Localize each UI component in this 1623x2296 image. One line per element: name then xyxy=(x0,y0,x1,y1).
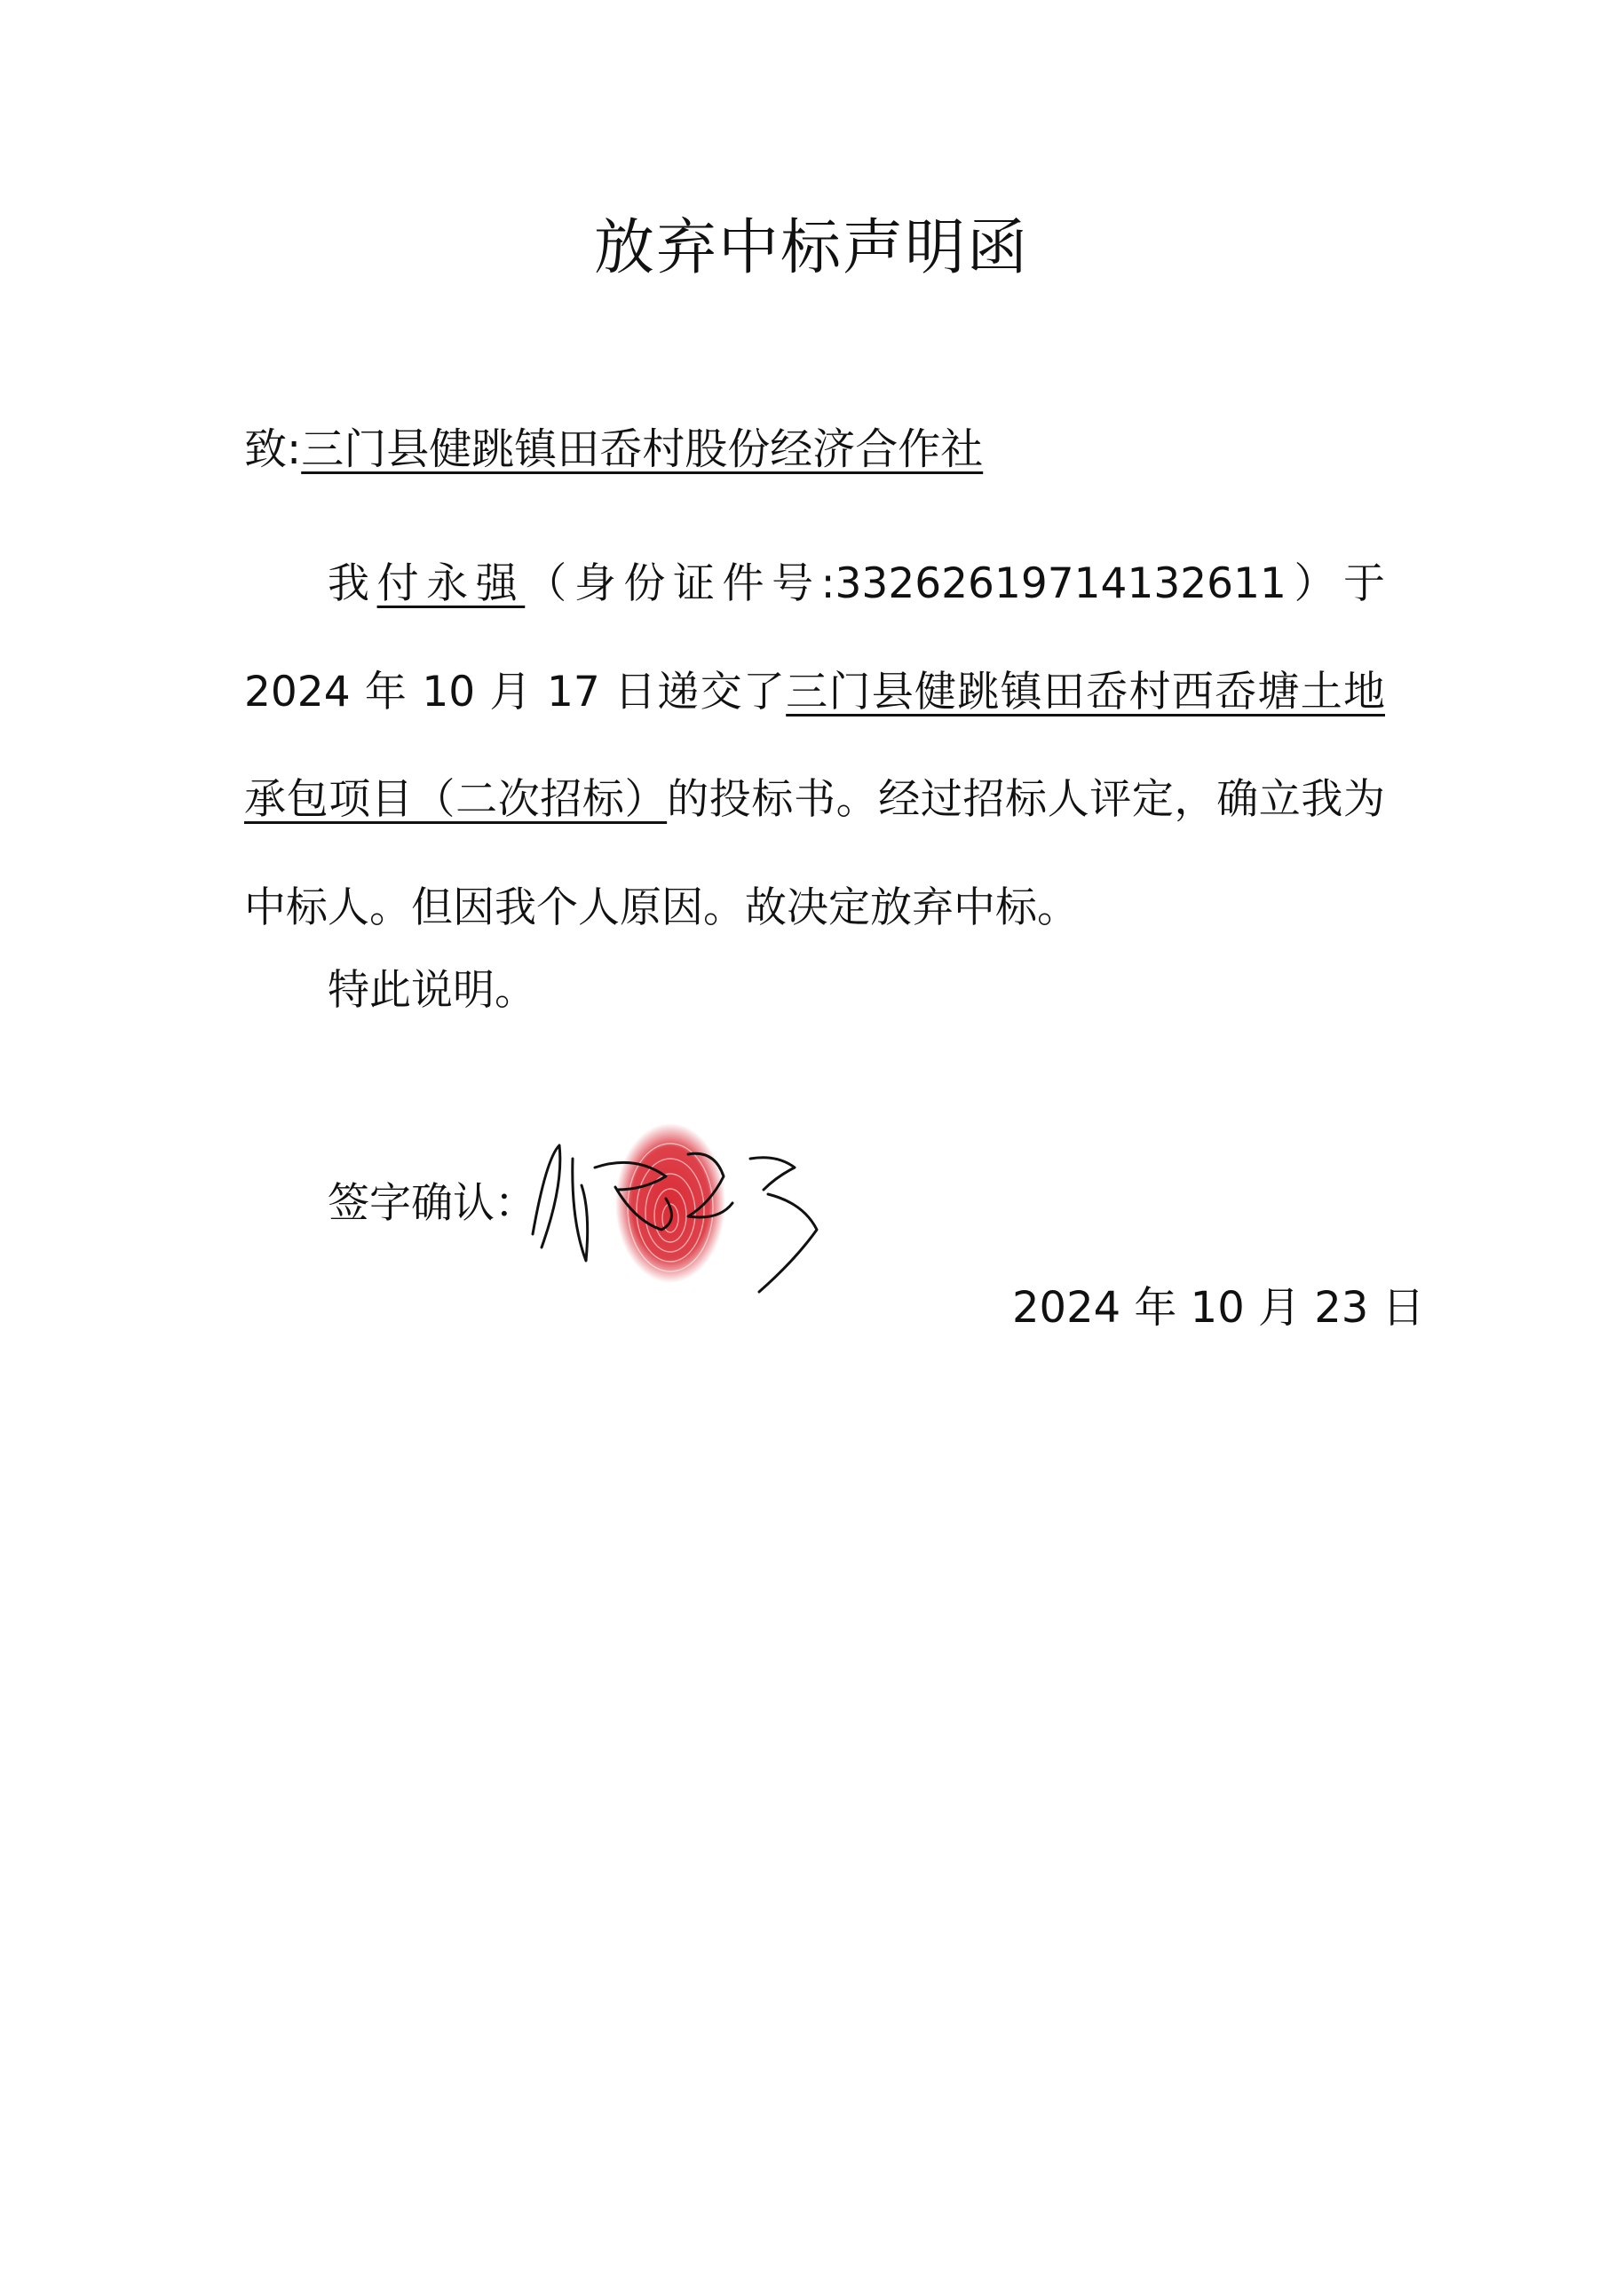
declarant-name: 付永强 xyxy=(376,559,526,608)
addressee-name: 三门县健跳镇田岙村股份经济合作社 xyxy=(301,424,984,474)
declaration-paragraph xyxy=(244,530,1385,962)
closing-line: 特此说明。 xyxy=(328,966,536,1015)
addressee-prefix: 致: xyxy=(244,424,302,474)
document-date: 2024 年 10 月 23 日 xyxy=(1012,1283,1425,1333)
project-name: 三门县健跳镇田岙村西岙塘土地承包项目（二次招标） xyxy=(244,667,1385,824)
signature-label: 签字确认： xyxy=(328,1179,536,1228)
thumbprint-mark xyxy=(615,1123,725,1283)
para-start: 我 xyxy=(328,559,377,608)
addressee-line xyxy=(244,417,983,481)
document-title: 放弃中标声明函 xyxy=(593,213,1029,283)
para-rest: 的投标书。经过招标人评定，确立我为中标人。但因我个人原因。故决定放弃中标。 xyxy=(244,775,1386,932)
para-id: （身份证件号:33262619714132611）于 2024 年 10 月 17 日递交了 xyxy=(244,559,1386,717)
handwritten-signature-with-red-thumbprint xyxy=(511,1105,866,1327)
